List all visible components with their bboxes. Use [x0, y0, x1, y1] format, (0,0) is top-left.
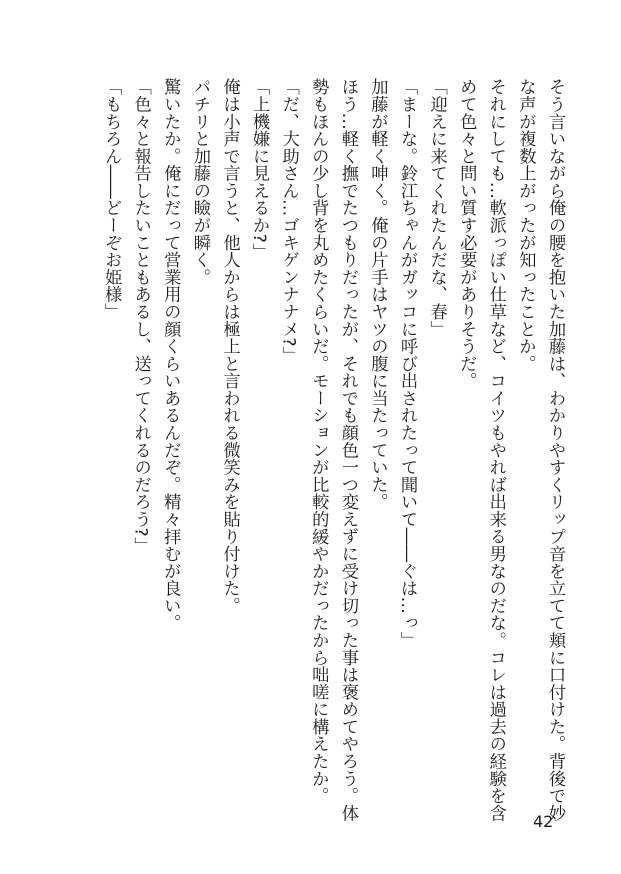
text-line: 驚いたか。俺にだって営業用の顔くらいあるんだぞ。精々拝むが良い。 [160, 78, 181, 632]
text-line: 「上機嫌に見えるか?」 [249, 78, 270, 261]
text-line: パチリと加藤の瞼が瞬く。 [189, 78, 210, 286]
text-line: 「もちろん――どーぞお姫様」 [101, 78, 122, 321]
text-line: な声が複数上がったが知ったことか。 [515, 78, 536, 372]
text-line: 「色々と報告したいこともあるし、送ってくれるのだろう?」 [130, 78, 151, 555]
text-line: 「だ、大助さん…ゴキゲンナナメ?」 [278, 78, 299, 364]
text-line: 「迎えに来てくれたんだな、春」 [426, 78, 447, 338]
page-number: 42 [533, 812, 554, 831]
text-line: ほう…軽く撫でたつもりだったが、それでも顔色一つ変えずに受け切った事は褒めてやろう。体 [337, 78, 358, 822]
text-line: 俺は小声で言うと、他人からは極上と言われる微笑みを貼り付けた。 [219, 78, 240, 614]
text-line: それにしても…軟派っぽい仕草など、コイツもやれば出来る男なのだな。コレは過去の経験を含 [485, 78, 506, 822]
text-line: 「まーな。鈴江ちゃんがガッコに呼び出されたって聞いて――ぐは…っ」 [397, 78, 418, 649]
text-line: めて色々と問い質す必要がありそうだ。 [456, 78, 477, 390]
text-line: 勢もほんの少し背を丸めたくらいだ。モーションが比較的緩やかだったから咄嗟に構えたか。 [308, 78, 329, 805]
text-line: 加藤が軽く呻く。俺の片手はヤツの腹に当たっていた。 [367, 78, 388, 511]
text-line: そう言いながら俺の腰を抱いた加藤は、わかりやすくリップ音を立てて頬に口付けた。背後で妙 [545, 78, 565, 822]
